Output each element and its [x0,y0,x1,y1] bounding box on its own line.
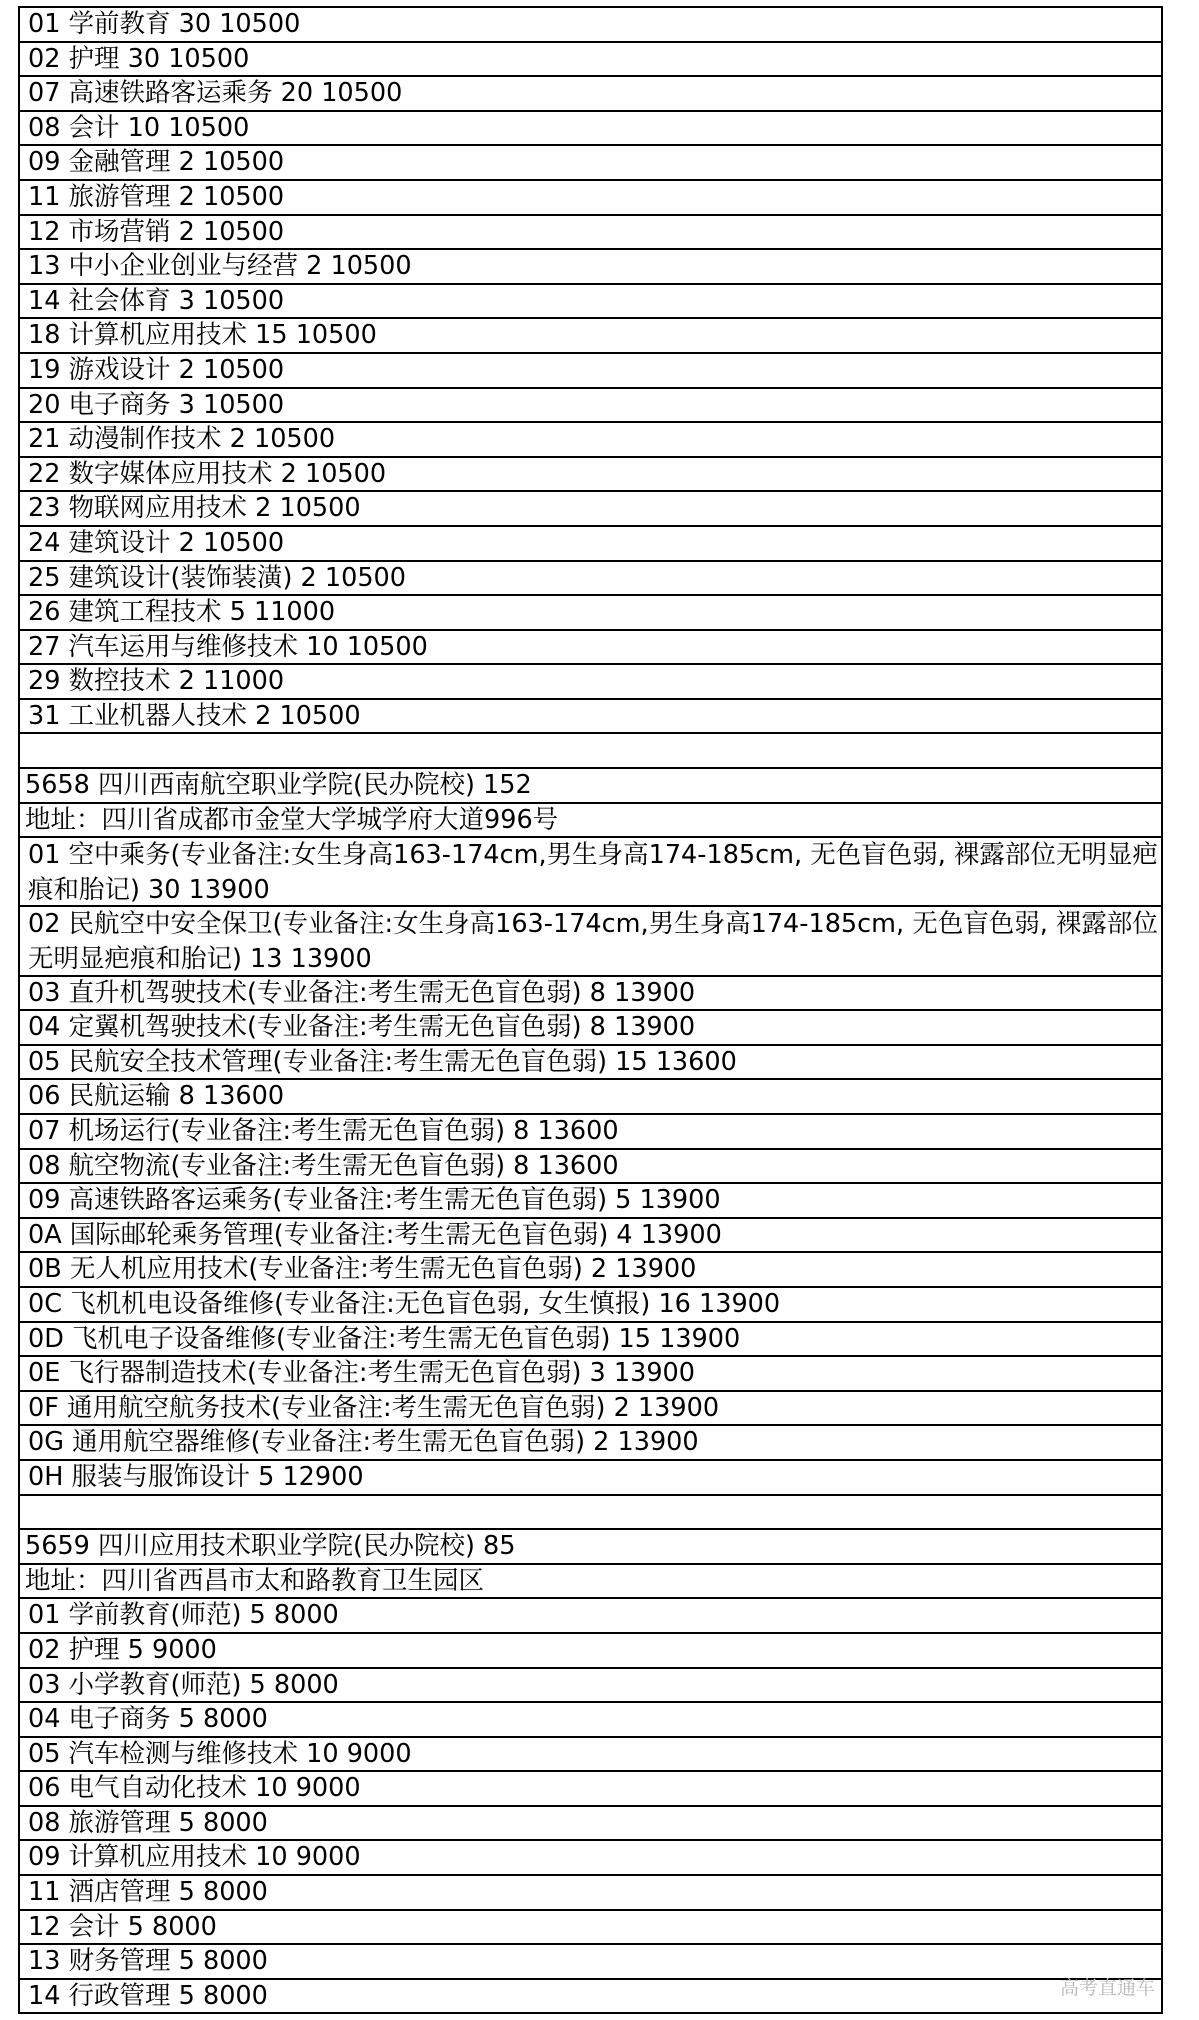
table-row: 20 电子商务 3 10500 [20,389,1161,424]
table-row: 0D 飞机电子设备维修(专业备注:考生需无色盲色弱) 15 13900 [20,1323,1161,1358]
enrollment-table [18,6,1163,2014]
school-header-row: 5659 四川应用技术职业学院(民办院校) 85 [20,1530,1161,1565]
table-row: 0A 国际邮轮乘务管理(专业备注:考生需无色盲色弱) 4 13900 [20,1219,1161,1254]
table-row: 07 机场运行(专业备注:考生需无色盲色弱) 8 13600 [20,1115,1161,1150]
table-row: 04 定翼机驾驶技术(专业备注:考生需无色盲色弱) 8 13900 [20,1011,1161,1046]
table-row: 07 高速铁路客运乘务 20 10500 [20,77,1161,112]
table-row: 03 直升机驾驶技术(专业备注:考生需无色盲色弱) 8 13900 [20,977,1161,1012]
table-row: 24 建筑设计 2 10500 [20,527,1161,562]
table-row: 12 市场营销 2 10500 [20,216,1161,251]
table-row: 0G 通用航空器维修(专业备注:考生需无色盲色弱) 2 13900 [20,1426,1161,1461]
table-row: 01 学前教育(师范) 5 8000 [20,1599,1161,1634]
table-row: 22 数字媒体应用技术 2 10500 [20,458,1161,493]
spacer-row [20,734,1161,769]
table-row: 11 旅游管理 2 10500 [20,181,1161,216]
table-row: 19 游戏设计 2 10500 [20,354,1161,389]
table-row: 06 电气自动化技术 10 9000 [20,1772,1161,1807]
table-row: 0E 飞行器制造技术(专业备注:考生需无色盲色弱) 3 13900 [20,1357,1161,1392]
table-row: 01 空中乘务(专业备注:女生身高163-174cm,男生身高174-185cm, 无色盲色弱, 裸露部位无明显疤痕和胎记) 30 13900 [20,838,1161,907]
table-row: 09 计算机应用技术 10 9000 [20,1841,1161,1876]
table-row: 02 护理 30 10500 [20,43,1161,78]
table-row: 05 民航安全技术管理(专业备注:考生需无色盲色弱) 15 13600 [20,1046,1161,1081]
table-row: 13 中小企业创业与经营 2 10500 [20,250,1161,285]
table-row: 14 社会体育 3 10500 [20,285,1161,320]
table-row: 09 金融管理 2 10500 [20,146,1161,181]
school-header-row: 地址：四川省成都市金堂大学城学府大道996号 [20,804,1161,839]
table-row: 29 数控技术 2 11000 [20,665,1161,700]
table-row: 12 会计 5 8000 [20,1911,1161,1946]
table-row: 06 民航运输 8 13600 [20,1080,1161,1115]
table-row: 21 动漫制作技术 2 10500 [20,423,1161,458]
table-row: 08 旅游管理 5 8000 [20,1807,1161,1842]
school-header-row: 5658 四川西南航空职业学院(民办院校) 152 [20,769,1161,804]
table-row: 08 航空物流(专业备注:考生需无色盲色弱) 8 13600 [20,1150,1161,1185]
watermark: 高考直通车 [1059,1977,1155,1999]
table-row: 03 小学教育(师范) 5 8000 [20,1669,1161,1704]
table-row: 14 行政管理 5 8000 [20,1980,1161,2015]
table-row: 04 电子商务 5 8000 [20,1703,1161,1738]
table-row: 02 民航空中安全保卫(专业备注:女生身高163-174cm,男生身高174-185cm, 无色盲色弱, 裸露部位无明显疤痕和胎记) 13 13900 [20,907,1161,976]
table-row: 01 学前教育 30 10500 [20,8,1161,43]
table-row: 09 高速铁路客运乘务(专业备注:考生需无色盲色弱) 5 13900 [20,1184,1161,1219]
table-row: 26 建筑工程技术 5 11000 [20,596,1161,631]
spacer-row [20,1496,1161,1531]
table-row: 05 汽车检测与维修技术 10 9000 [20,1738,1161,1773]
school-header-row: 地址：四川省西昌市太和路教育卫生园区 [20,1565,1161,1600]
table-row: 0C 飞机机电设备维修(专业备注:无色盲色弱, 女生慎报) 16 13900 [20,1288,1161,1323]
table-row: 0F 通用航空航务技术(专业备注:考生需无色盲色弱) 2 13900 [20,1392,1161,1427]
table-row: 0B 无人机应用技术(专业备注:考生需无色盲色弱) 2 13900 [20,1253,1161,1288]
table-row: 18 计算机应用技术 15 10500 [20,319,1161,354]
table-row: 0H 服装与服饰设计 5 12900 [20,1461,1161,1496]
table-row: 23 物联网应用技术 2 10500 [20,492,1161,527]
table-row: 11 酒店管理 5 8000 [20,1876,1161,1911]
table-row: 27 汽车运用与维修技术 10 10500 [20,631,1161,666]
table-row: 25 建筑设计(装饰装潢) 2 10500 [20,562,1161,597]
table-row: 31 工业机器人技术 2 10500 [20,700,1161,735]
table-row: 08 会计 10 10500 [20,112,1161,147]
table-row: 02 护理 5 9000 [20,1634,1161,1669]
table-row: 13 财务管理 5 8000 [20,1945,1161,1980]
